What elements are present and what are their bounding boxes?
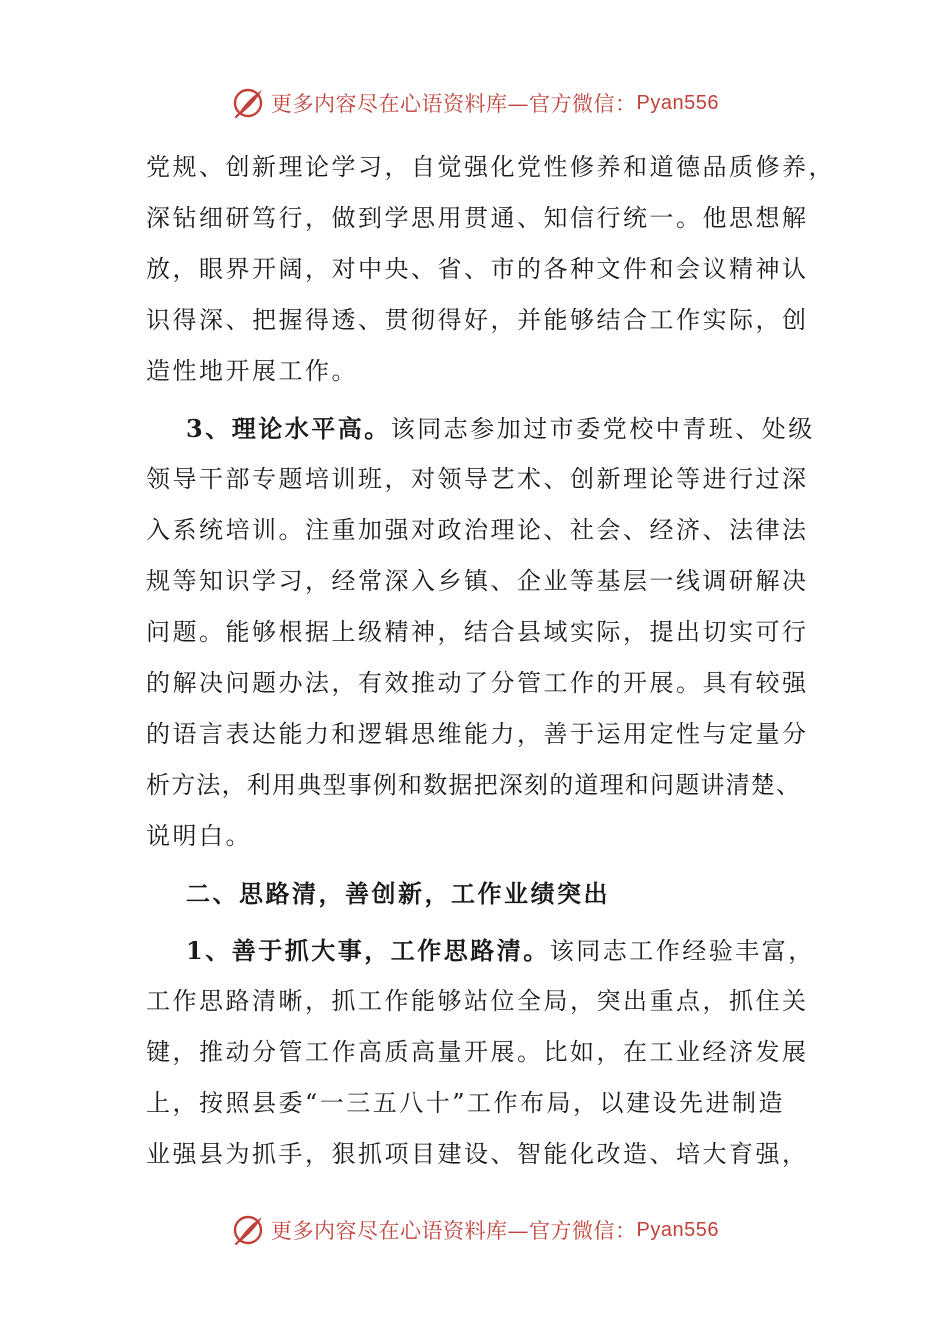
text-line: 领导干部专题培训班，对领导艺术、创新理论等进行过深	[146, 465, 809, 493]
text-line: 造性地开展工作。	[146, 357, 358, 385]
text-run: 该同志参加过市委党校中青班、处级	[390, 415, 815, 443]
text-line: 规等知识学习，经常深入乡镇、企业等基层一线调研解决	[146, 567, 809, 595]
text-line: 上，按照县委“一三五八十”工作布局，以建设先进制造	[146, 1089, 786, 1117]
document-body	[146, 142, 835, 1180]
text-line: 工作思路清晰，抓工作能够站位全局，突出重点，抓住关	[146, 987, 809, 1015]
text-line: 问题。能够根据上级精神，结合县域实际，提出切实可行	[146, 618, 809, 646]
quill-pen-logo-icon	[231, 1213, 265, 1247]
banner-wechat-id: Pyan556	[636, 91, 719, 114]
text-line: 的解决问题办法，有效推动了分管工作的开展。具有较强	[146, 669, 809, 697]
text-line: 的语言表达能力和逻辑思维能力，善于运用定性与定量分	[146, 720, 809, 748]
text-line: 键，推动分管工作高质高量开展。比如，在工业经济发展	[146, 1038, 809, 1066]
paragraph-big-picture	[146, 925, 815, 976]
text-line: 党规、创新理论学习，自觉强化党性修养和道德品质修养，	[146, 153, 835, 181]
text-line: 说明白。	[146, 822, 252, 850]
section-heading: 二、思路清，善创新，工作业绩突出	[186, 879, 610, 908]
text-line: 业强县为抓手，狠抓项目建设、智能化改造、培大育强，	[146, 1140, 809, 1168]
header-watermark-banner	[0, 81, 950, 125]
footer-watermark-banner	[0, 1208, 950, 1252]
text-line: 识得深、把握得透、贯彻得好，并能够结合工作实际，创	[146, 306, 809, 334]
paragraph-theory-level	[146, 403, 815, 454]
text-line: 放，眼界开阔，对中央、省、市的各种文件和会议精神认	[146, 255, 809, 283]
text-run: 该同志工作经验丰富，	[549, 937, 815, 965]
text-line: 析方法，利用典型事例和数据把深刻的道理和问题讲清楚、	[146, 771, 802, 799]
text-line: 深钻细研笃行，做到学思用贯通、知信行统一。他思想解	[146, 204, 809, 232]
banner-wechat-id: Pyan556	[636, 1218, 719, 1241]
banner-text: 更多内容尽在心语资料库—官方微信：	[271, 1219, 637, 1243]
text-line: 入系统培训。注重加强对政治理论、社会、经济、法律法	[146, 516, 809, 544]
paragraph-heading: 3、理论水平高。	[186, 414, 391, 443]
paragraph-heading: 1、善于抓大事，工作思路清。	[186, 936, 550, 965]
quill-pen-logo-icon	[231, 86, 265, 120]
banner-text: 更多内容尽在心语资料库—官方微信：	[271, 92, 637, 116]
